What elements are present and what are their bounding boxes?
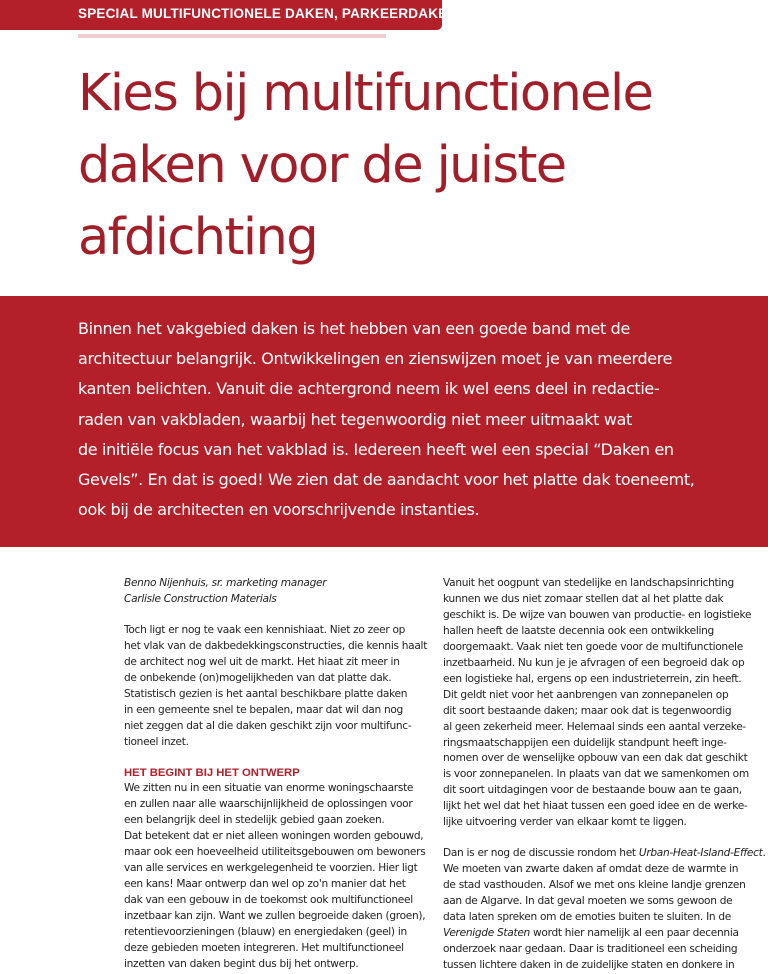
- body-line: ringsmaatschappijen een duidelijk standpunt heeft inge-: [443, 736, 727, 749]
- body-line: doorgemaakt. Vaak niet ten goede voor de multifunctionele: [443, 640, 743, 653]
- headline: [78, 58, 758, 274]
- body-line: inzetbaarheid. Nu kun je je afvragen of een begroeid dak op: [443, 656, 745, 669]
- landscape-paragraph: [443, 576, 753, 831]
- text-run: Dan is er nog de discussie rondom het: [443, 847, 639, 860]
- heat-island-paragraph: [443, 846, 766, 974]
- body-line: deze gebieden moeten integreren. Het multifunctioneel: [124, 942, 404, 955]
- body-line: inzetbaar kan zijn. Want we zullen begroeide daken (groen),: [124, 910, 426, 923]
- body-line: We moeten van zwarte daken af omdat deze de warmte in: [443, 863, 739, 876]
- body-line: een belangrijk deel in stedelijk gebied gaan zoeken.: [124, 814, 385, 827]
- body-line: We zitten nu in een situatie van enorme woningschaarste: [124, 782, 414, 795]
- body-line: [443, 846, 766, 862]
- show-through-line: [78, 34, 386, 38]
- body-line: tussen lichtere daken in de zuidelijke staten en donkere in: [443, 958, 735, 971]
- body-line: dak van een gebouw in de toekomst ook multifunctioneel: [124, 894, 413, 907]
- body-line: de stad vasthouden. Alsof we met ons kleine landje grenzen: [443, 879, 746, 892]
- subheading: HET BEGINT BIJ HET ONTWERP: [124, 766, 300, 779]
- body-line: tioneel inzet.: [124, 735, 189, 748]
- lead-line: de initiële focus van het vakblad is. Iedereen heeft wel een special “Daken en: [78, 439, 674, 459]
- body-line: inzetten van daken begint dus bij het ontwerp.: [124, 957, 359, 970]
- body-line: kunnen we dus niet zomaar stellen dat al het platte dak: [443, 592, 724, 605]
- byline-company: Carlisle Construction Materials: [124, 592, 277, 605]
- body-line: en zullen naar alle waarschijnlijkheid de oplossingen voor: [124, 798, 413, 811]
- headline-line: afdichting: [78, 208, 317, 267]
- body-line: al geen zekerheid meer. Helemaal sinds een aantal verzeke-: [443, 720, 746, 733]
- body-line: Dat betekent dat er niet alleen woningen worden gebouwd,: [124, 830, 424, 843]
- lead-line: architectuur belangrijk. Ontwikkelingen en zienswijzen moet je van meerdere: [78, 349, 673, 369]
- body-line: aan de Algarve. In dat geval moeten we soms gewoon de: [443, 895, 733, 908]
- lead-line: Gevels”. En dat is goed! We zien dat de aandacht voor het platte dak toeneemt,: [78, 470, 695, 490]
- body-line: het vlak van de dakbedekkingsconstructies, die kennis haalt: [124, 639, 428, 652]
- body-line: dit soort bestaande daken; maar ook dat is tegenwoordig: [443, 704, 732, 717]
- body-line: [443, 926, 753, 942]
- body-line: de architect nog wel uit de markt. Het hiaat zit meer in: [124, 655, 400, 668]
- body-line: een kans! Maar ontwerp dan wel op zo'n manier dat het: [124, 878, 406, 891]
- body-line: data laten spreken om de emoties buiten te sluiten. In de: [443, 911, 732, 924]
- headline-line: daken voor de juiste: [78, 136, 566, 195]
- lead-paragraph: [78, 314, 758, 525]
- body-line: nomen over de wenselijke opbouw van een dak dat geschikt: [443, 752, 748, 765]
- lead-line: ook bij de architecten en voorschrijvende instanties.: [78, 500, 480, 520]
- byline: [124, 576, 424, 608]
- byline-author: Benno Nijenhuis, sr. marketing manager: [124, 577, 327, 589]
- emphasis-term: Urban-Heat-Island-Effect: [638, 847, 763, 860]
- body-line: Statistisch gezien is het aantal beschikbare platte daken: [124, 687, 408, 700]
- text-run: wordt hier namelijk al een paar decennia: [529, 927, 739, 940]
- body-line: een logistieke hal, ergens op een industrieterrein, zin heeft.: [443, 672, 742, 685]
- body-line: Dit geldt niet voor het aanbrengen van zonnepanelen op: [443, 688, 729, 701]
- body-line: dit soort uitdagingen voor de bestaande bouw aan te gaan,: [443, 784, 742, 797]
- body-line: lijkt het wel dat het hiaat tussen een goed idee en de werke-: [443, 800, 748, 813]
- right-column: [443, 576, 766, 974]
- body-line: van alle services en werkgelegenheid te voorzien. Hier ligt: [124, 862, 418, 875]
- body-line: geschikt is. De wijze van bouwen van productie- en logistieke: [443, 608, 752, 621]
- body-line: is voor zonnepanelen. In plaats van dat we samenkomen om: [443, 768, 749, 781]
- section-tag: [0, 0, 458, 30]
- lead-line: kanten belichten. Vanuit die achtergrond neem ik wel eens deel in redactie-: [78, 379, 660, 399]
- lead-line: Binnen het vakgebied daken is het hebben van een goede band met de: [78, 319, 630, 338]
- body-line: de onbekende (on)mogelijkheden van dat platte dak.: [124, 671, 392, 684]
- body-line: retentievoorzieningen (blauw) en energiedaken (geel) in: [124, 926, 407, 939]
- emphasis-term: Verenigde Staten: [443, 927, 530, 940]
- lead-line: raden van vakbladen, waarbij het tegenwoordig niet meer uitmaakt wat: [78, 409, 632, 429]
- body-line: onderzoek naar gedaan. Daar is traditioneel een scheiding: [443, 942, 738, 955]
- body-line: hallen heeft de laatste decennia ook een ontwikkeling: [443, 624, 714, 637]
- body-line: lijke uitvoering verder van elkaar komt te liggen.: [443, 816, 687, 829]
- body-line: maar ook een hoeveelheid utiliteitsgebouwen om bewoners: [124, 846, 426, 859]
- design-paragraph: [124, 766, 424, 973]
- body-line: Toch ligt er nog te vaak een kennishiaat. Niet zo zeer op: [124, 623, 406, 636]
- body-line: Vanuit het oogpunt van stedelijke en landschapsinrichting: [443, 577, 734, 589]
- left-column: [124, 576, 428, 973]
- section-tag-label: SPECIAL MULTIFUNCTIONELE DAKEN, PARKEERDAKEN: [78, 6, 458, 21]
- body-line: niet zeggen dat al die daken geschikt zijn voor multifunc-: [124, 719, 412, 732]
- intro-paragraph: [124, 623, 428, 751]
- headline-line: Kies bij multifunctionele: [78, 64, 653, 123]
- body-line: in een gemeente snel te bepalen, maar dat wil dan nog: [124, 703, 403, 716]
- text-run: .: [762, 847, 766, 860]
